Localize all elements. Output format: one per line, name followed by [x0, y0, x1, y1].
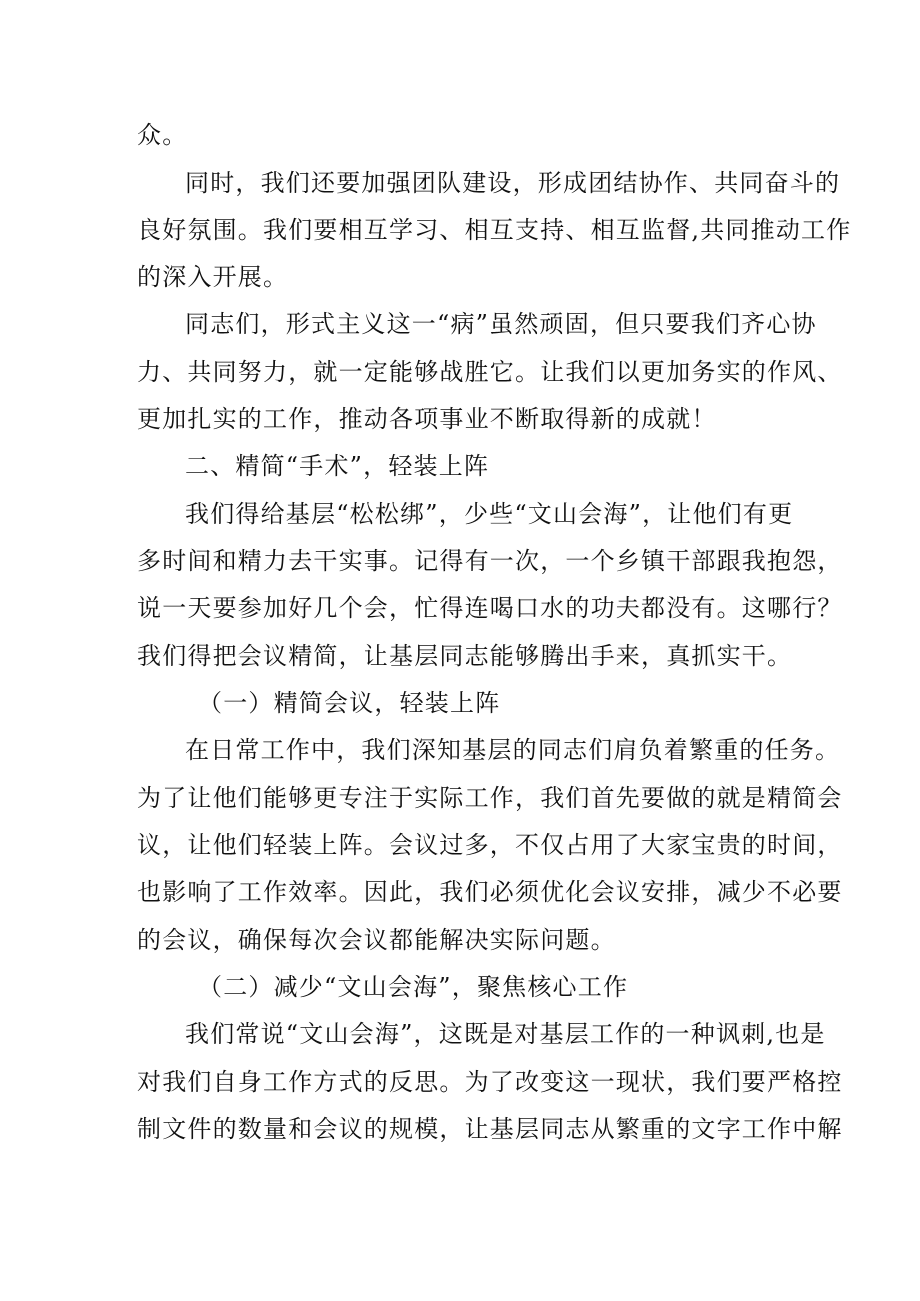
text-line: 也影响了工作效率。因此，我们必须优化会议安排，减少不必要	[137, 878, 843, 906]
text-line: 更加扎实的工作，推动各项事业不断取得新的成就！	[137, 405, 717, 433]
paragraph-text: 同时，我们还要加强团队建设，形成团结协作、共同奋斗的	[185, 169, 841, 197]
paragraph-text: 同志们，形式主义这一“病”虽然顽固，但只要我们齐心协	[185, 310, 817, 338]
text-line: 说一天要参加好几个会，忙得连喝口水的功夫都没有。这哪行？	[137, 594, 843, 622]
paragraph-text: 我们得给基层“松松绑”，少些“文山会海”，让他们有更	[185, 500, 794, 528]
subsection-heading: （二）减少“文山会海”，聚焦核心工作	[198, 973, 629, 1001]
paragraph-text: 我们常说“文山会海”，这既是对基层工作的一种讽刺,也是	[185, 1020, 826, 1048]
text-line: 我们得把会议精简，让基层同志能够腾出手来，真抓实干。	[137, 642, 793, 670]
text-line: 良好氛围。我们要相互学习、相互支持、相互监督,共同推动工作	[137, 216, 852, 244]
subsection-heading: （一）精简会议，轻装上阵	[198, 689, 501, 717]
text-line: 议，让他们轻装上阵。会议过多，不仅占用了大家宝贵的时间，	[137, 831, 843, 859]
section-heading: 二、精简“手术”，轻装上阵	[185, 452, 490, 480]
paragraph-text: 在日常工作中，我们深知基层的同志们肩负着繁重的任务。	[185, 736, 841, 764]
text-line: 多时间和精力去干实事。记得有一次，一个乡镇干部跟我抱怨，	[137, 547, 843, 575]
text-line: 的深入开展。	[137, 263, 289, 291]
text-line: 制文件的数量和会议的规模，让基层同志从繁重的文字工作中解	[137, 1115, 843, 1143]
text-line: 为了让他们能够更专注于实际工作，我们首先要做的就是精简会	[137, 784, 843, 812]
text-line: 众。	[137, 121, 188, 149]
text-line: 的会议，确保每次会议都能解决实际问题。	[137, 926, 616, 954]
text-line: 力、共同努力，就一定能够战胜它。让我们以更加务实的作风、	[137, 358, 843, 386]
text-line: 对我们自身工作方式的反思。为了改变这一现状，我们要严格控	[137, 1068, 843, 1096]
